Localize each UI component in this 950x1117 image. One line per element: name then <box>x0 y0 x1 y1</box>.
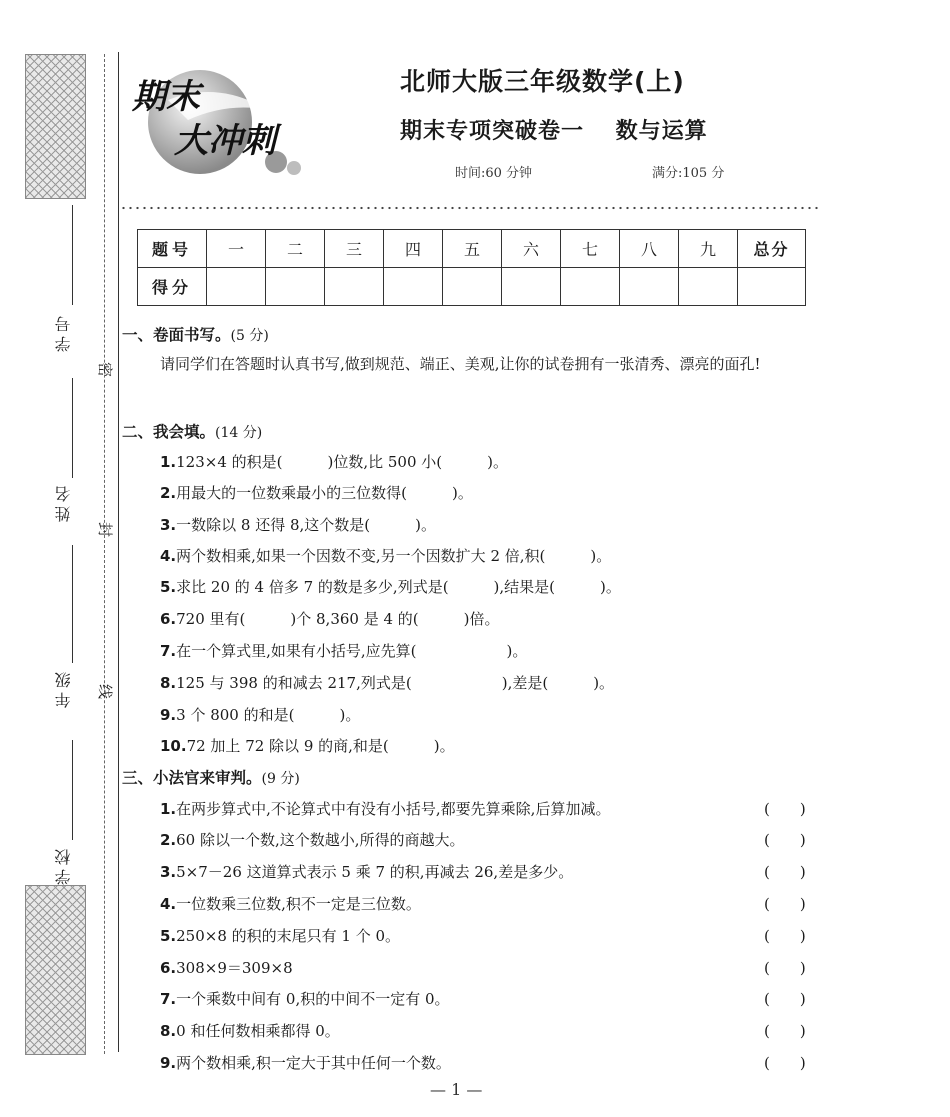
blank-line-grade <box>72 545 73 663</box>
judge-item-7: 7.一个乘数中间有 0,积的中间不一定有 0。 <box>160 990 450 1008</box>
judge-item-9: 9.两个数相乘,积一定大于其中任何一个数。 <box>160 1054 451 1072</box>
section-2-heading <box>122 420 262 442</box>
score-table-row-score <box>138 268 806 306</box>
judge-item-4: 4.一位数乘三位数,积不一定是三位数。 <box>160 895 421 913</box>
score-table-row-header <box>138 230 806 268</box>
page-title: 北师大版三年级数学(上) <box>400 67 685 96</box>
score-table-col-1: 一 <box>207 230 266 268</box>
score-cell-4[interactable] <box>384 268 443 306</box>
exam-full-score: 满分:105 分 <box>652 166 725 181</box>
score-table <box>137 229 806 306</box>
page-number: — 1 — <box>430 1080 483 1099</box>
answer-paren-7[interactable]: ( ) <box>764 990 806 1008</box>
judge-item-6: 6.308×9＝309×8 <box>160 959 293 977</box>
fill-item-7: 7.在一个算式里,如果有小括号,应先算( )。 <box>160 642 528 660</box>
score-table-col-8: 八 <box>620 230 679 268</box>
fill-item-6: 6.720 里有( )个 8,360 是 4 的( )倍。 <box>160 610 500 628</box>
judge-item-8: 8.0 和任何数相乘都得 0。 <box>160 1022 340 1040</box>
judge-item-2: 2.60 除以一个数,这个数越小,所得的商越大。 <box>160 831 465 849</box>
blank-line-xuehao <box>72 205 73 305</box>
binding-pattern-top <box>25 54 86 199</box>
answer-paren-9[interactable]: ( ) <box>764 1054 806 1072</box>
score-table-col-7: 七 <box>561 230 620 268</box>
fill-item-9: 9.3 个 800 的和是( )。 <box>160 706 361 724</box>
section-2-title: 二、我会填。 <box>122 423 216 441</box>
score-table-col-6: 六 <box>502 230 561 268</box>
score-table-col-5: 五 <box>443 230 502 268</box>
judge-item-5: 5.250×8 的积的末尾只有 1 个 0。 <box>160 927 401 945</box>
fill-item-4: 4.两个数相乘,如果一个因数不变,另一个因数扩大 2 倍,积( )。 <box>160 547 612 565</box>
answer-paren-5[interactable]: ( ) <box>764 927 806 945</box>
section-1-heading <box>122 323 269 345</box>
side-label-school: 学校 <box>54 845 73 885</box>
fill-item-5: 5.求比 20 的 4 倍多 7 的数是多少,列式是( ),结果是( )。 <box>160 578 621 596</box>
judge-item-1: 1.在两步算式中,不论算式中有没有小括号,都要先算乘除,后算加减。 <box>160 800 611 818</box>
side-label-xuehao: 学号 <box>54 312 73 352</box>
exam-time: 时间:60 分钟 <box>455 166 533 181</box>
score-table-col-9: 九 <box>679 230 738 268</box>
fill-item-1: 1.123×4 的积是( )位数,比 500 小( )。 <box>160 453 508 471</box>
score-table-col-2: 二 <box>266 230 325 268</box>
score-cell-9[interactable] <box>679 268 738 306</box>
dotted-divider <box>120 205 820 211</box>
section-1-text: 请同学们在答题时认真书写,做到规范、端正、美观,让你的试卷拥有一张清秀、漂亮的面孔! <box>160 355 761 373</box>
section-3-title: 三、小法官来审判。 <box>122 769 262 787</box>
score-table-col-total: 总分 <box>738 230 806 268</box>
logo-text-1: 期末 <box>132 77 200 117</box>
answer-paren-3[interactable]: ( ) <box>764 863 806 881</box>
score-table-head-defen: 得分 <box>138 268 207 306</box>
logo-text-2: 大冲刺 <box>174 121 276 161</box>
judge-item-3: 3.5×7－26 这道算式表示 5 乘 7 的积,再减去 26,差是多少。 <box>160 863 574 881</box>
side-label-name: 姓名 <box>54 482 73 522</box>
seal-char-xian: 线 <box>98 682 113 700</box>
score-cell-5[interactable] <box>443 268 502 306</box>
blank-line-name <box>72 378 73 478</box>
section-1-title: 一、卷面书写。 <box>122 326 231 344</box>
answer-paren-2[interactable]: ( ) <box>764 831 806 849</box>
seal-char-mi: 密 <box>98 360 113 378</box>
fill-item-10: 10.72 加上 72 除以 9 的商,和是( )。 <box>160 737 455 755</box>
binding-pattern-bottom <box>25 885 86 1055</box>
score-cell-7[interactable] <box>561 268 620 306</box>
section-3-points: (9 分) <box>261 771 300 787</box>
answer-paren-1[interactable]: ( ) <box>764 800 806 818</box>
cut-line-dashed <box>104 54 105 1054</box>
score-cell-6[interactable] <box>502 268 561 306</box>
section-2-points: (14 分) <box>215 425 263 441</box>
blank-line-school <box>72 740 73 840</box>
section-1-points: (5 分) <box>230 328 269 344</box>
score-cell-1[interactable] <box>207 268 266 306</box>
answer-paren-6[interactable]: ( ) <box>764 959 806 977</box>
score-cell-total[interactable] <box>738 268 806 306</box>
page-subtitle: 期末专项突破卷一 数与运算 <box>400 118 708 144</box>
score-cell-3[interactable] <box>325 268 384 306</box>
section-3-heading <box>122 766 300 788</box>
fill-item-3: 3.一数除以 8 还得 8,这个数是( )。 <box>160 516 437 534</box>
score-table-col-4: 四 <box>384 230 443 268</box>
margin-line <box>118 52 119 1052</box>
seal-char-feng: 封 <box>98 520 113 538</box>
fill-item-2: 2.用最大的一位数乘最小的三位数得( )。 <box>160 484 473 502</box>
answer-paren-4[interactable]: ( ) <box>764 895 806 913</box>
answer-paren-8[interactable]: ( ) <box>764 1022 806 1040</box>
fill-item-8: 8.125 与 398 的和减去 217,列式是( ),差是( )。 <box>160 674 615 692</box>
side-label-grade: 年级 <box>54 668 73 708</box>
score-table-head-tihao: 题号 <box>138 230 207 268</box>
score-cell-2[interactable] <box>266 268 325 306</box>
logo-final-sprint <box>128 60 308 190</box>
score-cell-8[interactable] <box>620 268 679 306</box>
score-table-col-3: 三 <box>325 230 384 268</box>
